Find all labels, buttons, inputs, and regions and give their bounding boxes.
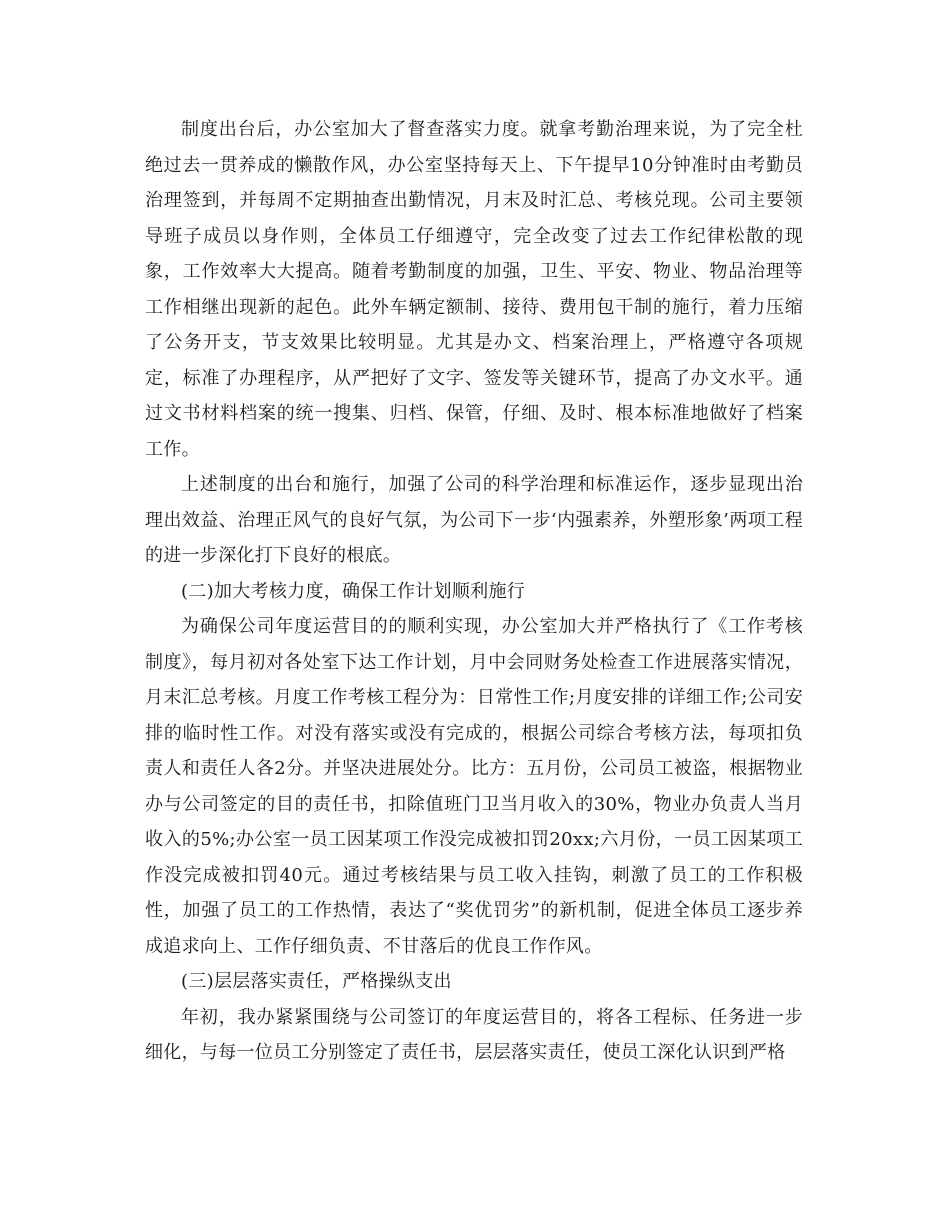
section-heading-responsibility: (三)层层落实责任，严格操纵支出 xyxy=(181,971,452,992)
paragraph-attendance-enforcement: 制度出台后，办公室加大了督查落实力度。就拿考勤治理来说，为了完全杜绝过去一贯养成的懒散作风，办公室坚持每天上、下午提早10分钟准时由考勤员治理签到，并每周不定期抽查出勤情况，月末及时汇总、考核兑现。公司主要领导班子成员以身作则，全体员工仔细遵守，完全改变了过去工作纪律松散的现象，工作效率大大提高。随着考勤制度的加强，卫生、平安、物业、物品治理等工作相继出现新的起色。此外车辆定额制、接待、费用包干制的施行，着力压缩了公务开支，节支效果比较明显。尤其是办文、档案治理上，严格遵守各项规定，标准了办理程序，从严把好了文字、签发等关键环节，提高了办文水平。通过文书材料档案的统一搜集、归档、保管，仔细、及时、根本标准地做好了档案工作。 xyxy=(145,119,803,460)
paragraph-assessment-details: 为确保公司年度运营目的的顺利实现，办公室加大并严格执行了《工作考核制度》，每月初对各处室下达工作计划，月中会同财务处检查工作进展落实情况，月末汇总考核。月度工作考核工程分为：日常性工作;月度安排的详细工作;公司安排的临时性工作。对没有落实或没有完成的，根据公司综合考核方法，每项扣负责人和责任人各2分。并坚决进展处分。比方：五月份，公司员工被盗，根据物业办与公司签定的目的责任书，扣除值班门卫当月收入的30%，物业办负责人当月收入的5%;办公室一员工因某项工作没完成被扣罚20xx;六月份，一员工因某项工作没完成被扣罚40元。通过考核结果与员工收入挂钩，刺激了员工的工作积极性，加强了员工的工作热情，表达了“奖优罚劣”的新机制，促进全体员工逐步养成追求向上、工作仔细负责、不甘落后的优良工作作风。 xyxy=(145,616,803,957)
paragraph-system-effects: 上述制度的出台和施行，加强了公司的科学治理和标准运作，逐步显现出治理出效益、治理正风气的良好气氛，为公司下一步‘内强素养，外塑形象’两项工程的进一步深化打下良好的根底。 xyxy=(145,474,803,566)
paragraph-responsibility-details: 年初，我办紧紧围绕与公司签订的年度运营目的，将各工程标、任务进一步细化，与每一位员工分别签定了责任书，层层落实责任，使员工深化认识到严格 xyxy=(145,1006,803,1063)
section-heading-assessment: (二)加大考核力度，确保工作计划顺利施行 xyxy=(181,580,526,602)
document-body xyxy=(145,112,803,1071)
